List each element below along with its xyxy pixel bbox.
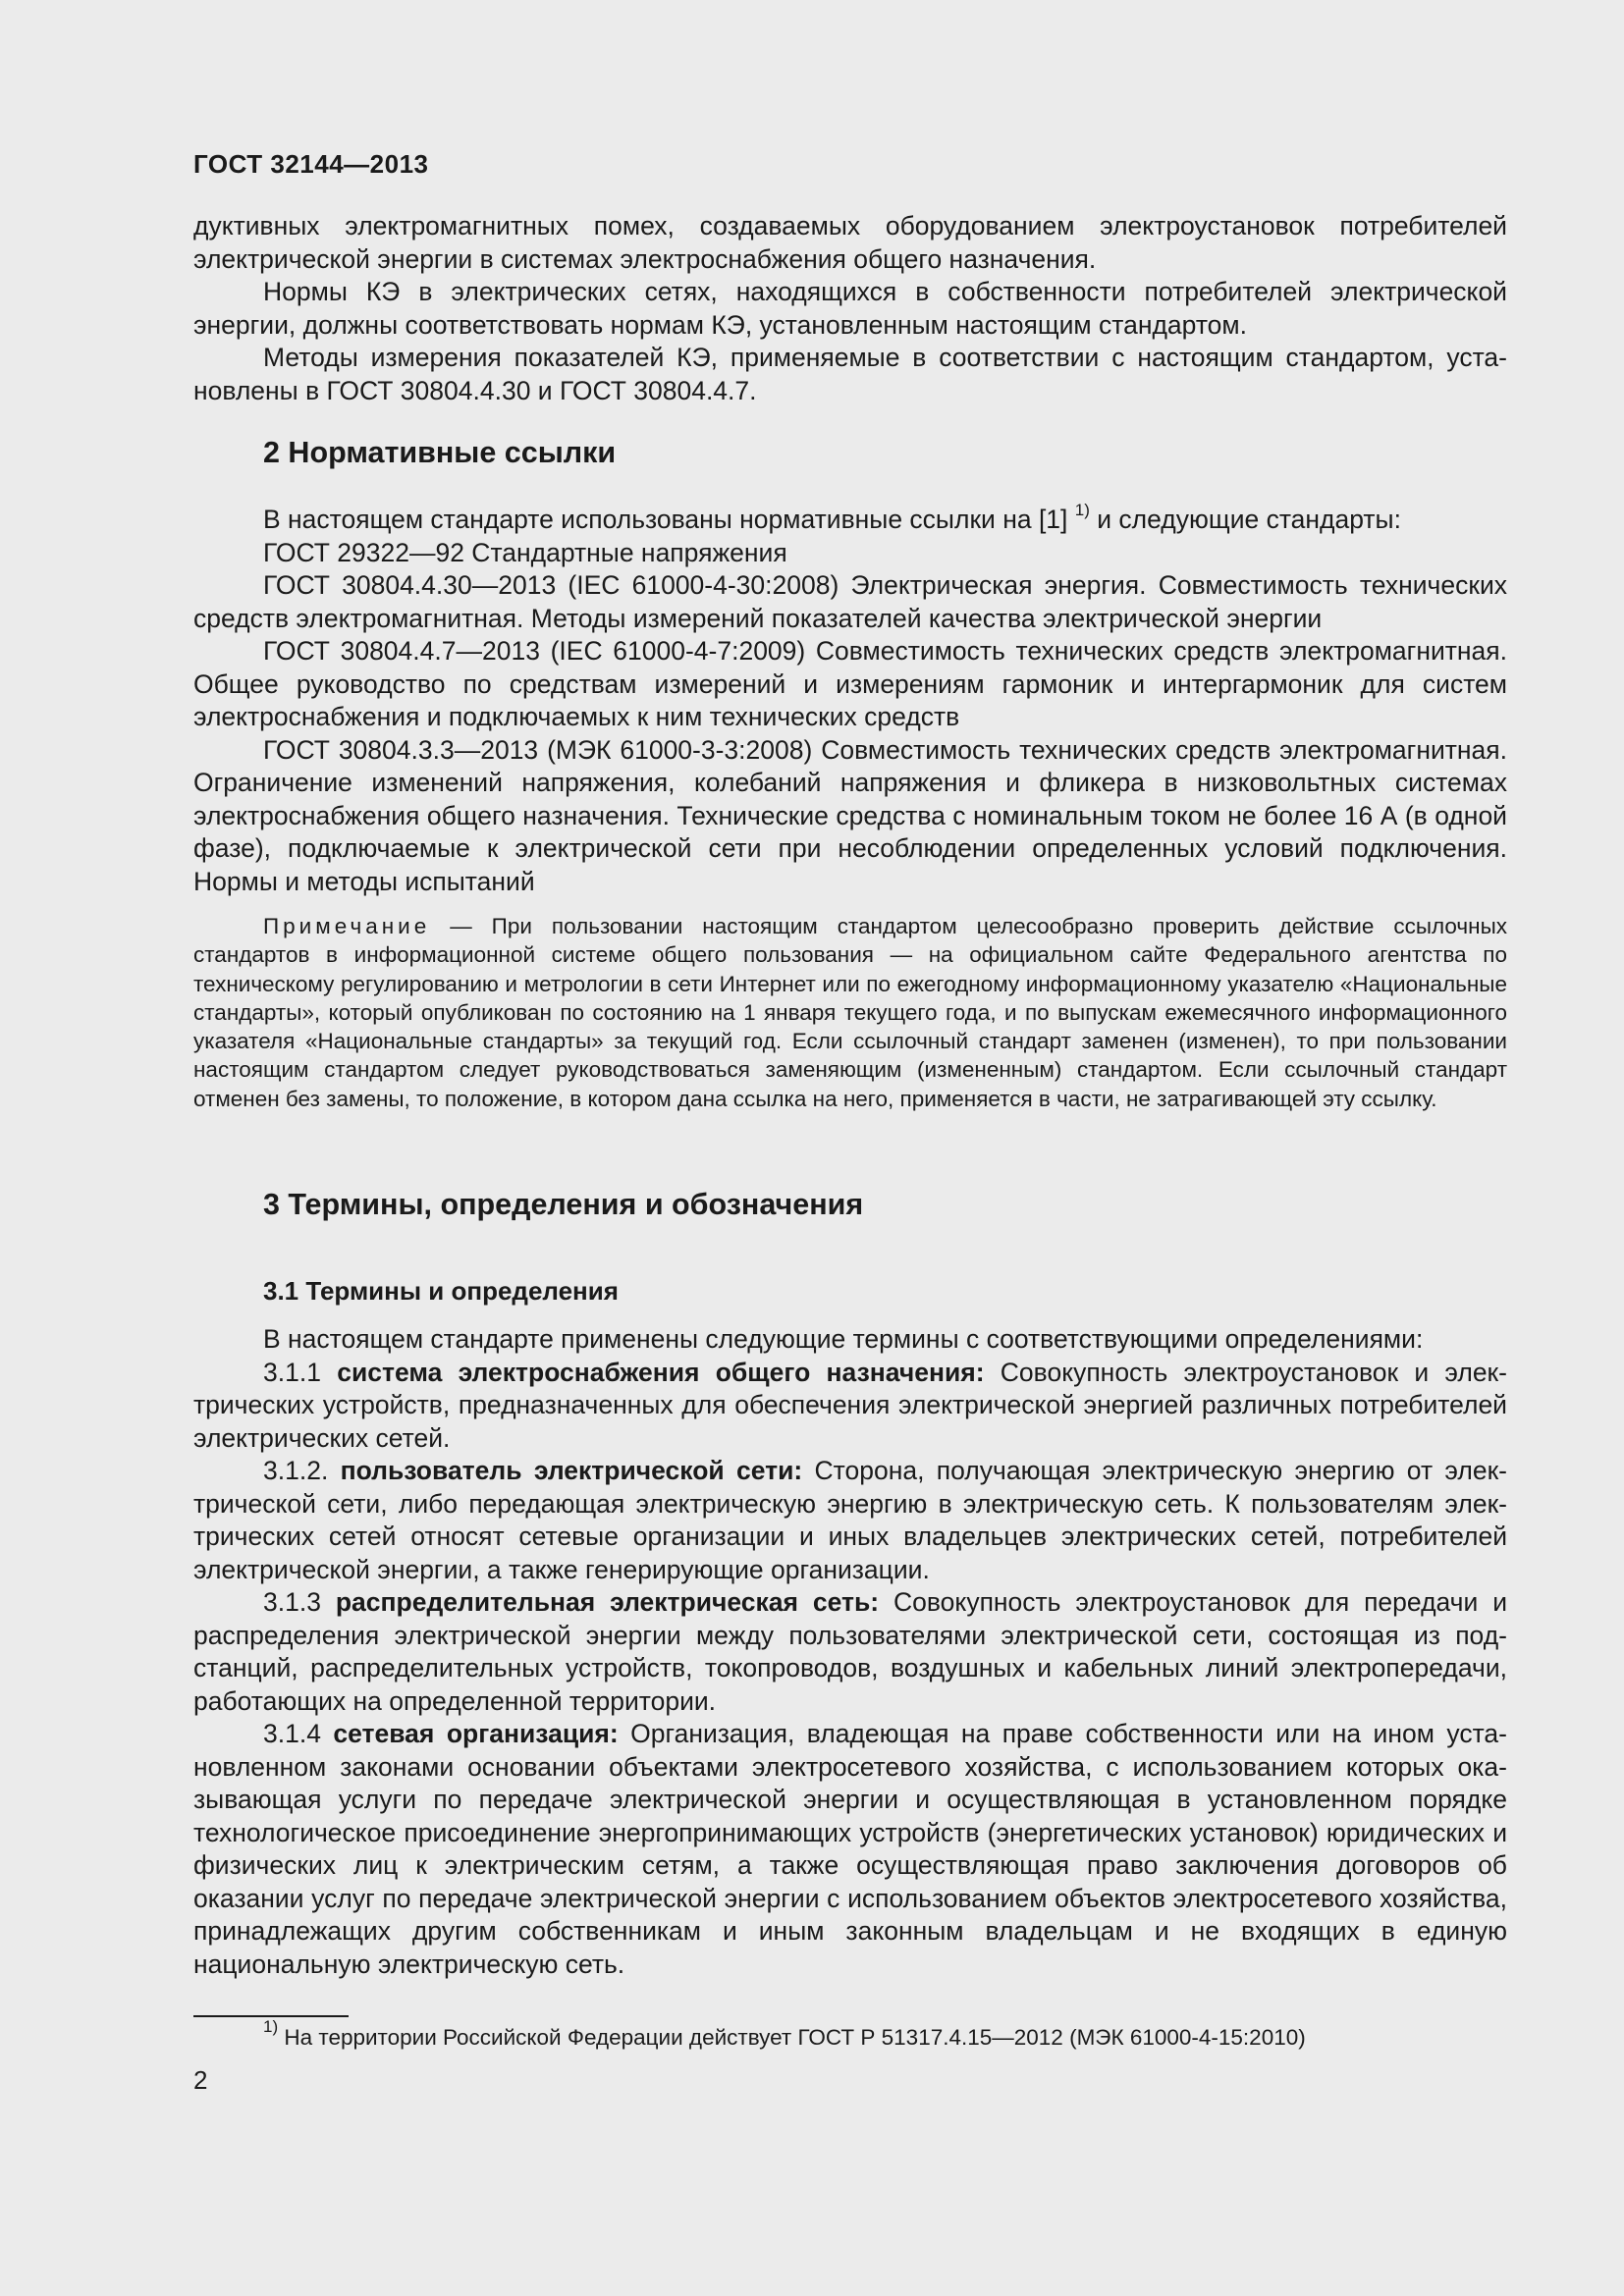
term-number: 3.1.3: [263, 1587, 336, 1617]
document-header: ГОСТ 32144—2013: [193, 149, 429, 179]
term-number: 3.1.4: [263, 1719, 334, 1748]
footnote-text: На территории Российской Федерации действует ГОСТ Р 51317.4.15—2012 (МЭК 61000-4-15:2010): [278, 2025, 1306, 2050]
term-text: Сторона, получающая электрическую энергию от электрической сети, либо передающая электрическую энергию в электрическую сеть. К пользователям электрических сетей относят сетевые организации и иных владельцев электрических сетей, потребителей электрической энергии, а также генерирующие организации.: [193, 1456, 1507, 1584]
section-2-lead-end: и следующие стандарты:: [1089, 505, 1401, 534]
normative-reference: ГОСТ 30804.4.7—2013 (IEC 61000-4-7:2009) Совместимость технических средств электромагнитная. Общее руководство по средствам измерений и измерениям гармоник и интергармоник для систем электроснабжения и подключаемых к ним технических средств: [193, 636, 1507, 731]
term-text: Совокупность электроустановок и электрических устройств, предназначенных для обеспечения электрической энергией различных потребителей электрических сетей.: [193, 1357, 1507, 1453]
section-2-lead: [193, 501, 1507, 537]
section-3-body: [193, 1323, 1507, 1981]
note-label: Примечание: [263, 914, 431, 938]
intro-paragraph-3: Методы измерения показателей КЭ, применяемые в соответствии с настоящим стандартом, установлены в ГОСТ 30804.4.30 и ГОСТ 30804.4.7.: [193, 343, 1507, 405]
footnote-reference: 1): [1074, 501, 1090, 519]
term-name: система электроснабжения общего назначения:: [337, 1357, 985, 1387]
term-text: Организация, владеющая на праве собственности или на ином установленном законами основании объектами электросетевого хозяйства, с использованием которых оказывающая услуги по передаче электрической энергии и осуществляющая в установленном порядке технологическое присоединение энергопринимающих устройств (энергетических установок) юридических и физических лиц к электрическим сетям, а также осуществляющая право заключения договоров об оказании услуг по передаче электрической энергии с использованием объектов электросетевого хозяйства, принадлежащих другим собственникам и иным законным владельцам и не входящих в единую национальную электрическую сеть.: [193, 1719, 1507, 1979]
term-text: Совокупность электроустановок для передачи и распределения электрической энергии между пользователями электрической сети, состоящая из подстанций, распределительных устройств, токопроводов, воздушных и кабельных линий электропередачи, работающих на определенной территории.: [193, 1587, 1508, 1716]
term-number: 3.1.2.: [263, 1456, 341, 1485]
normative-reference: ГОСТ 30804.3.3—2013 (МЭК 61000-3-3:2008) Совместимость технических средств электромагнитная. Ограничение изменений напряжения, колебаний напряжения и фликера в низковольтных системах электроснабжения общего назначения. Технические средства с номинальным током не более 16 А (в одной фазе), подключаемые к электрической сети при несоблюдении определенных условий подключения. Нормы и методы испытаний: [193, 734, 1507, 896]
normative-reference: ГОСТ 30804.4.30—2013 (IEC 61000-4-30:2008) Электрическая энергия. Совместимость технических средств электромагнитная. Методы измерений показателей качества электрической энергии: [193, 570, 1507, 633]
footnote: [263, 2017, 1306, 2051]
term-definition: [193, 1455, 1507, 1586]
section-3-title: 3 Термины, определения и обозначения: [263, 1188, 864, 1221]
term-definition: [193, 1357, 1507, 1456]
normative-reference: ГОСТ 29322—92 Стандартные напряжения: [263, 537, 787, 567]
page-number: 2: [193, 2065, 208, 2095]
section-3-1-title: 3.1 Термины и определения: [263, 1276, 619, 1306]
footnote-mark: 1): [263, 2017, 279, 2036]
section-2-lead-text: В настоящем стандарте использованы нормативные ссылки на [1]: [263, 505, 1075, 534]
section-2-title: 2 Нормативные ссылки: [263, 436, 617, 469]
term-name: сетевая организация:: [333, 1719, 619, 1748]
term-number: 3.1.1: [263, 1357, 338, 1387]
section-2-note: [193, 912, 1507, 1113]
note-paragraph: [193, 912, 1507, 1113]
section-3-lead: В настоящем стандарте применены следующие термины с соответствующими определениями:: [263, 1324, 1424, 1354]
term-definition: [193, 1718, 1507, 1981]
section-2-body: [193, 501, 1507, 898]
term-definition: [193, 1586, 1507, 1718]
intro-paragraph-2: Нормы КЭ в электрических сетях, находящихся в собственности потребителей электрической энергии, должны соответствовать нормам КЭ, установленным настоящим стандартом.: [193, 277, 1507, 340]
term-name: распределительная электрическая сеть:: [335, 1587, 880, 1617]
intro-paragraph-1: дуктивных электромагнитных помех, создаваемых оборудованием электроустановок потребителей электрической энергии в системах электроснабжения общего назначения.: [193, 211, 1507, 274]
intro-block: [193, 210, 1507, 407]
note-text: — При пользовании настоящим стандартом целесообразно проверить действие ссылочных стандартов в информационной системе общего пользования — на официальном сайте Федерального агентства по техническому регулированию и метрологии в сети Интернет или по ежегодному информационному указателю «Национальные стандарты», который опубликован по состоянию на 1 января текущего года, и по выпускам ежемесячного информационного указателя «Национальные стандарты» за текущий год. Если ссылочный стандарт заменен (изменен), то при пользовании настоящим стандартом следует руководствоваться заменяющим (измененным) стандартом. Если ссылочный стандарт отменен без замены, то положение, в котором дана ссылка на него, применяется в части, не затрагивающей эту ссылку.: [193, 914, 1507, 1111]
term-name: пользователь электрической сети:: [340, 1456, 803, 1485]
